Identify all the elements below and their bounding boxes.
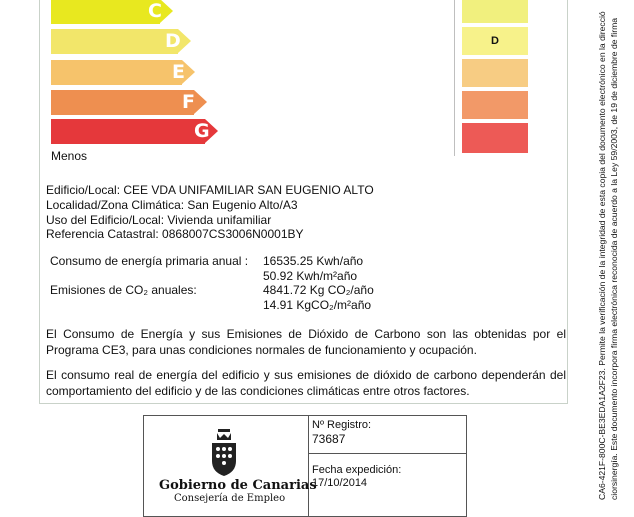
scale-bar-e — [51, 60, 195, 85]
government-department: Consejería de Empleo — [174, 493, 286, 504]
rating-cell-f — [462, 91, 528, 119]
sidebar-line-2: ciorsinergía. Este documento incorpora firma electrónica reconocida de acuerdo a la Ley 59/2003, de 19 de diciembre de firma — [609, 17, 619, 500]
info-paragraph-1: El Consumo de Energía y sus Emisiones de Dióxido de Carbono son las obtenidas por el Programa CE3, para unas condiciones normales de funcionamiento y ocupación. — [46, 327, 566, 357]
government-name: Gobierno de Canarias — [159, 478, 317, 493]
scale-letter: D — [165, 30, 181, 52]
registry-row-divider — [308, 453, 466, 454]
scale-bar-c — [51, 0, 173, 24]
co2-value-per-m2: 14.91 KgCO₂/m²año — [263, 298, 372, 312]
energy-label: Consumo de energía primaria anual : — [50, 254, 249, 268]
sidebar-text — [596, 11, 620, 500]
registry-divider — [308, 416, 309, 516]
sidebar-line-1: CA6-421F-800C-BE3EDA1A2F23. Permite la verificación de la integridad de esta copia del documento electrónico en la direcció — [597, 11, 607, 500]
rating-cell-e — [462, 59, 528, 87]
scale-letter: F — [182, 91, 195, 113]
scale-letter: G — [194, 120, 210, 142]
co2-label: Emisiones de CO₂ anuales: — [50, 283, 197, 297]
verification-sidebar — [596, 0, 634, 500]
rating-cell-d — [462, 27, 528, 55]
column-divider — [454, 0, 455, 156]
issue-date-label: Fecha expedición: — [312, 464, 402, 476]
building-name: Edificio/Local: CEE VDA UNIFAMILIAR SAN EUGENIO ALTO — [46, 183, 374, 197]
info-paragraph-2: El consumo real de energía del edificio y sus emisiones de dióxido de carbono dependerán del comportamiento del edificio y de las condiciones climáticas entre otros factores. — [46, 368, 566, 398]
cadastral-reference: Referencia Catastral: 0868007CS3006N0001BY — [46, 227, 304, 241]
building-location: Localidad/Zona Climática: San Eugenio Alto/A3 — [46, 198, 298, 212]
energy-value-annual: 16535.25 Kwh/año — [263, 254, 364, 268]
scale-bar-f — [51, 90, 207, 115]
building-use: Uso del Edificio/Local: Vivienda unifamiliar — [46, 213, 272, 227]
co2-value-annual: 4841.72 Kg CO₂/año — [263, 283, 374, 297]
registry-box — [143, 415, 467, 517]
coat-of-arms-icon — [209, 429, 239, 477]
issue-date: 17/10/2014 — [312, 477, 368, 489]
scale-min-label: Menos — [51, 149, 88, 163]
rating-letter: D — [491, 35, 499, 47]
scale-letter: C — [148, 0, 162, 22]
rating-cell-c — [462, 0, 528, 23]
energy-value-per-m2: 50.92 Kwh/m²año — [263, 269, 358, 283]
registry-number-label: Nº Registro: — [312, 419, 372, 431]
scale-bar-g — [51, 119, 218, 144]
scale-letter: E — [172, 61, 185, 83]
registry-number: 73687 — [312, 432, 346, 446]
scale-bar-d — [51, 29, 191, 54]
rating-cell-g — [462, 123, 528, 153]
